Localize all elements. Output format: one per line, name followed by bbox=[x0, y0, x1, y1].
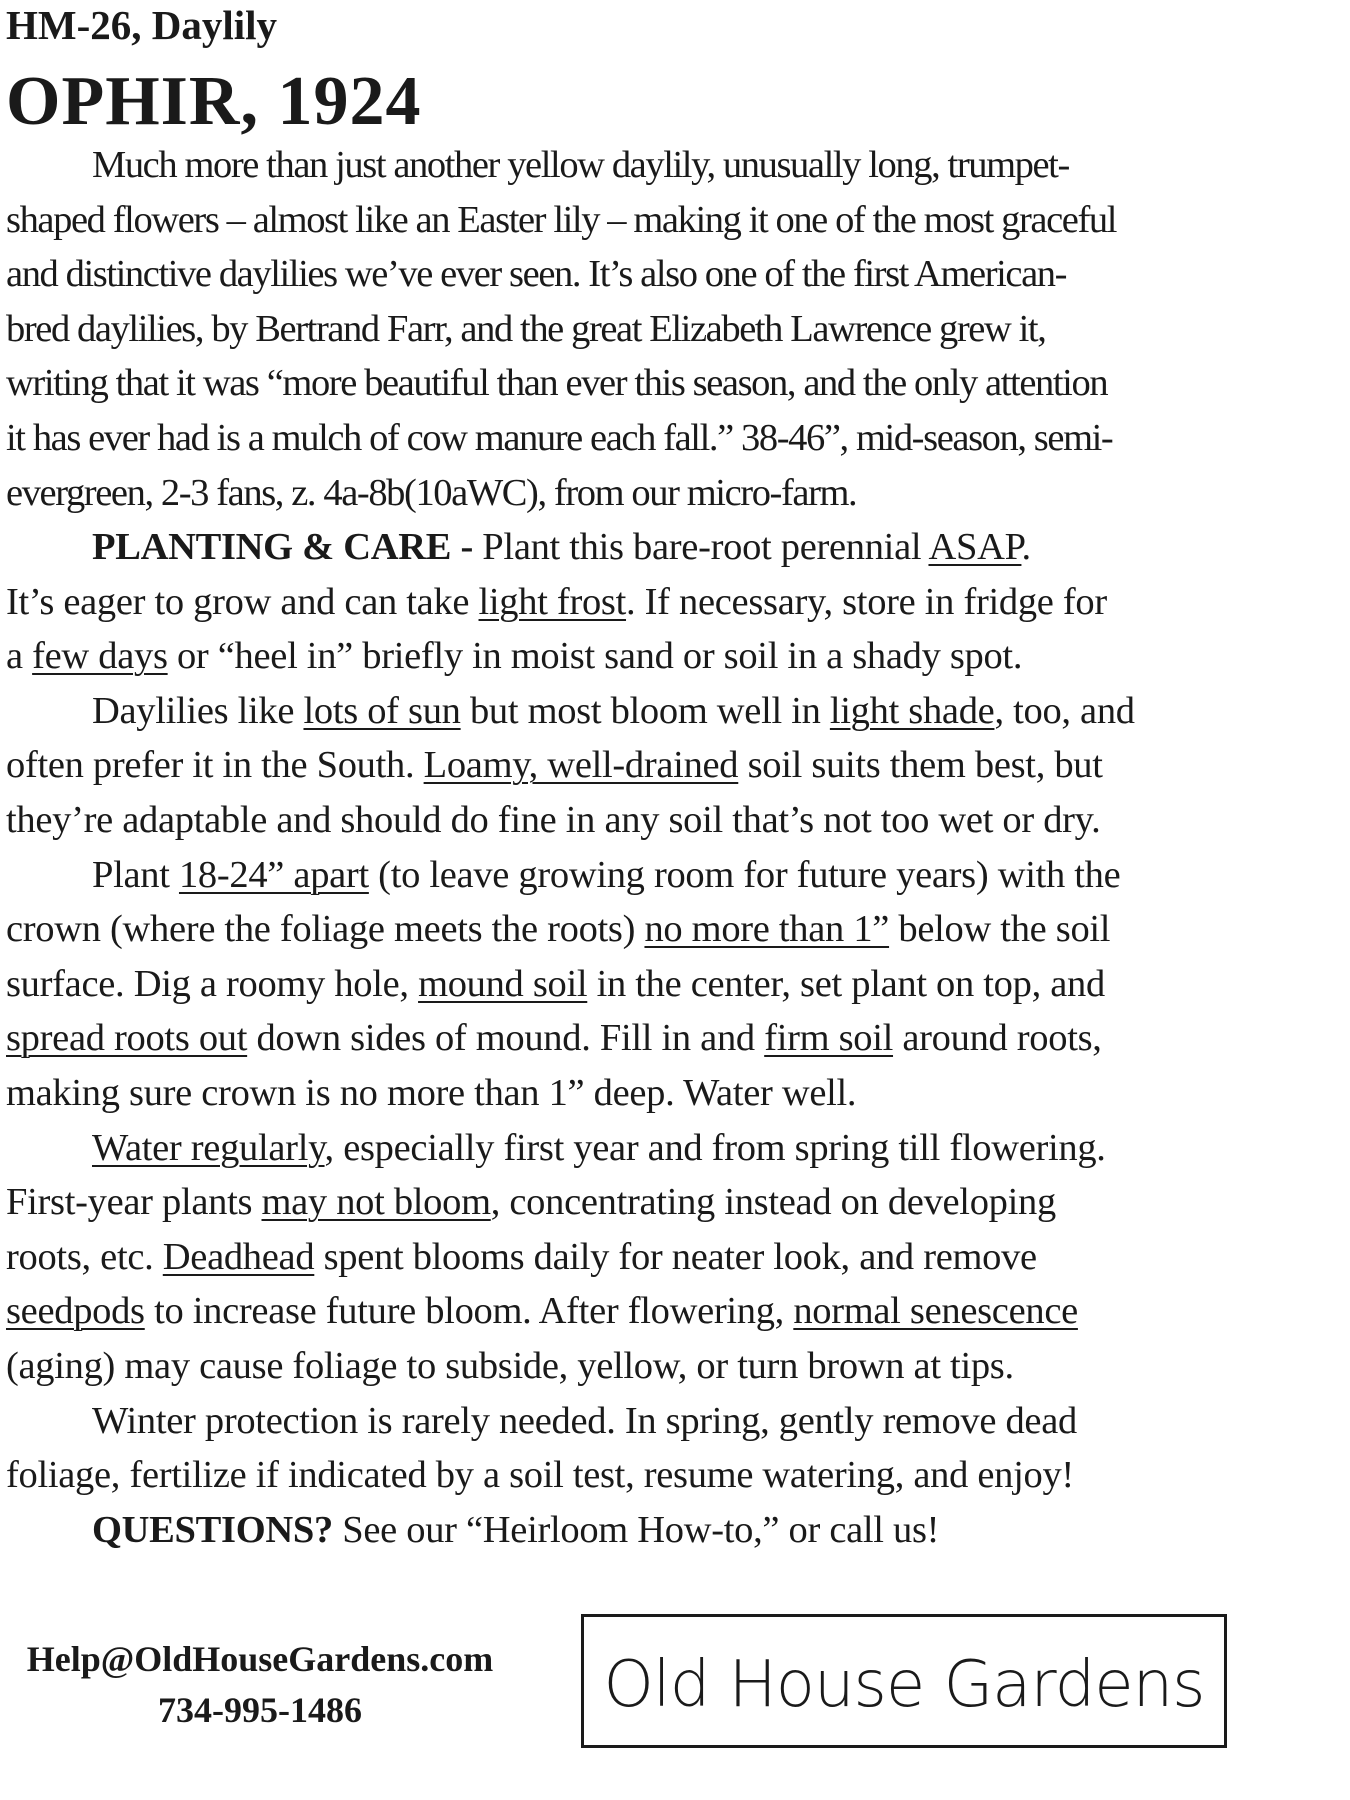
description-line: evergreen, 2-3 fans, z. 4a-8b(10aWC), from our micro-farm. bbox=[6, 471, 857, 514]
company-logo bbox=[581, 1614, 1227, 1748]
water-line: Water regularly, especially first year and from spring till flowering. bbox=[92, 1126, 1106, 1169]
description-line: and distinctive daylilies we’ve ever seen. It’s also one of the first American- bbox=[6, 253, 1067, 296]
contact-email[interactable]: Help@OldHouseGardens.com bbox=[26, 1639, 494, 1679]
sun-line: they’re adaptable and should do fine in any soil that’s not too wet or dry. bbox=[6, 798, 1101, 841]
water-line: First-year plants may not bloom, concentrating instead on developing bbox=[6, 1181, 1056, 1224]
questions-line: QUESTIONS? See our “Heirloom How-to,” or call us! bbox=[92, 1508, 940, 1551]
planting-care-heading: PLANTING & CARE - bbox=[92, 526, 473, 568]
description-line: it has ever had is a mulch of cow manure each fall.” 38-46”, mid-season, semi- bbox=[6, 416, 1113, 459]
winter-line: Winter protection is rarely needed. In spring, gently remove dead bbox=[92, 1399, 1077, 1442]
planting-line: a few days or “heel in” briefly in moist sand or soil in a shady spot. bbox=[6, 635, 1023, 678]
plant-line: crown (where the foliage meets the roots) no more than 1” below the soil bbox=[6, 908, 1111, 951]
planting-care-section bbox=[6, 520, 1296, 1557]
description-line: Much more than just another yellow daylily, unusually long, trumpet- bbox=[92, 144, 1069, 186]
contact-phone: 734-995-1486 bbox=[158, 1690, 362, 1730]
water-line: roots, etc. Deadhead spent blooms daily for neater look, and remove bbox=[6, 1235, 1037, 1278]
description-line: bred daylilies, by Bertrand Farr, and the great Elizabeth Lawrence grew it, bbox=[6, 307, 1046, 350]
contact-info bbox=[0, 1634, 520, 1736]
sun-line: Daylilies like lots of sun but most bloom well in light shade, too, and bbox=[92, 689, 1135, 732]
logo-text: Old House Gardens bbox=[604, 1648, 1204, 1722]
description-paragraph bbox=[6, 138, 1296, 520]
questions-heading: QUESTIONS? bbox=[92, 1508, 333, 1551]
winter-line: foliage, fertilize if indicated by a soil test, resume watering, and enjoy! bbox=[6, 1454, 1074, 1497]
plant-line: spread roots out down sides of mound. Fill in and firm soil around roots, bbox=[6, 1017, 1102, 1060]
plant-line: surface. Dig a roomy hole, mound soil in the center, set plant on top, and bbox=[6, 962, 1105, 1005]
plant-line: Plant 18-24” apart (to leave growing room for future years) with the bbox=[92, 853, 1121, 896]
description-line: writing that it was “more beautiful than ever this season, and the only attention bbox=[6, 362, 1108, 405]
page-title: OPHIR, 1924 bbox=[6, 63, 422, 140]
plant-line: making sure crown is no more than 1” deep. Water well. bbox=[6, 1071, 857, 1114]
water-line: seedpods to increase future bloom. After flowering, normal senescence bbox=[6, 1290, 1078, 1333]
logo-wordmark bbox=[604, 1626, 1204, 1736]
planting-line: PLANTING & CARE - Plant this bare-root perennial ASAP. bbox=[92, 526, 1031, 568]
description-line: shaped flowers – almost like an Easter lily – making it one of the most graceful bbox=[6, 198, 1117, 241]
sun-line: often prefer it in the South. Loamy, well-drained soil suits them best, but bbox=[6, 744, 1103, 787]
water-line: (aging) may cause foliage to subside, yellow, or turn brown at tips. bbox=[6, 1344, 1014, 1387]
planting-line: It’s eager to grow and can take light frost. If necessary, store in fridge for bbox=[6, 580, 1107, 623]
product-code: HM-26, Daylily bbox=[6, 2, 278, 48]
